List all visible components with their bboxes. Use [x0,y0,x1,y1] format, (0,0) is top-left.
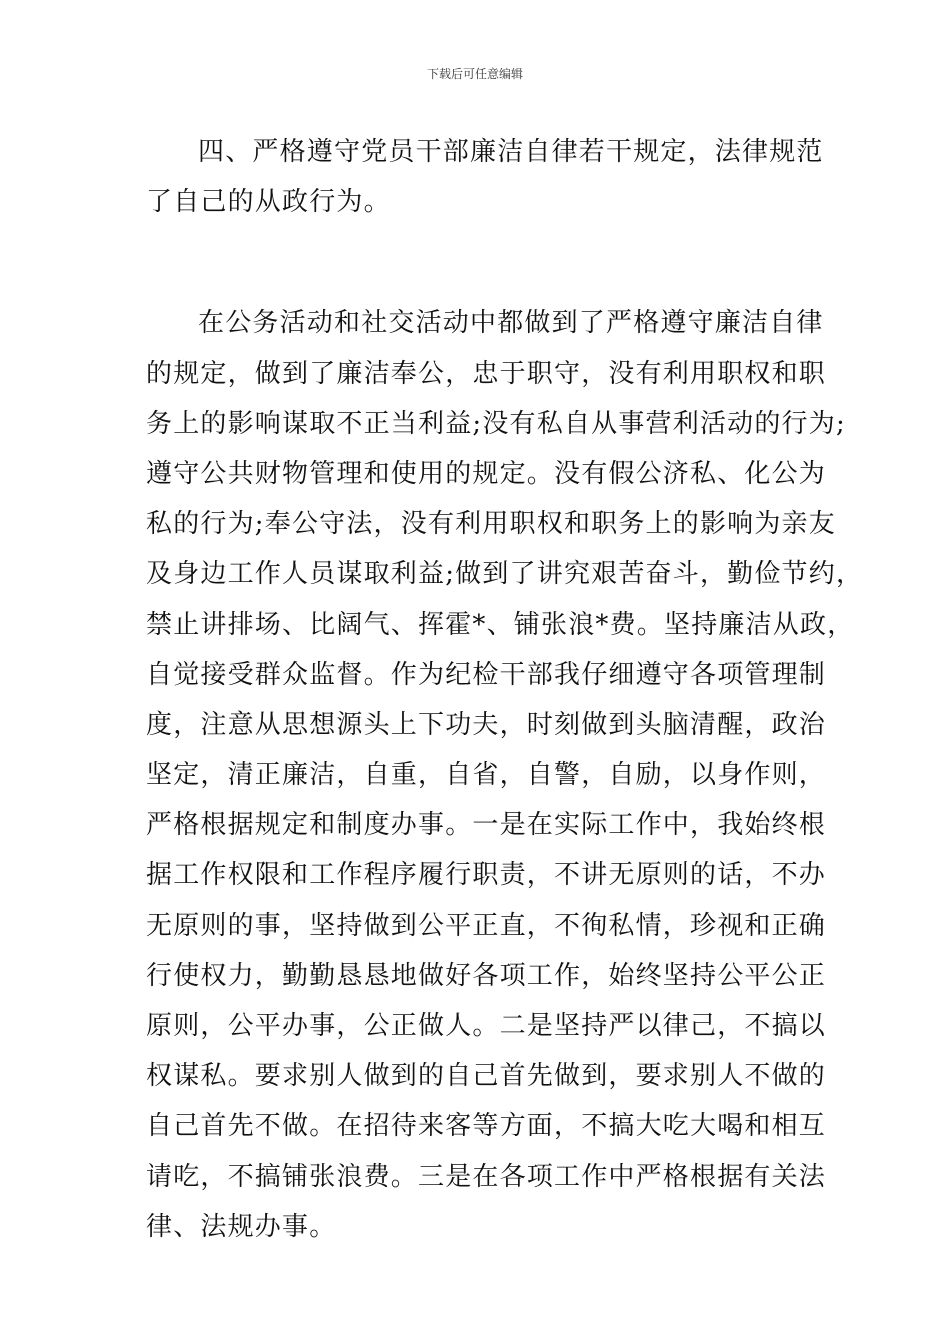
paragraph-line: 严格根据规定和制度办事。一是在实际工作中，我始终根 [146,810,827,841]
paragraph-line: 四、严格遵守党员干部廉洁自律若干规定，法律规范 [198,137,824,167]
paragraph-line: 自己首先不做。在招待来客等方面，不搞大吃大喝和相互 [146,1111,827,1142]
paragraph-line: 自觉接受群众监督。作为纪检干部我仔细遵守各项管理制 [146,659,827,690]
heading-paragraph [146,127,824,227]
paragraph-line: 了自己的从政行为。 [146,187,391,218]
paragraph-gap [146,227,808,298]
paragraph-line: 据工作权限和工作程序履行职责，不讲无原则的话，不办 [146,860,827,891]
paragraph-line: 请吃，不搞铺张浪费。三是在各项工作中严格根据有关法 [146,1161,827,1192]
paragraph-line: 私的行为;奉公守法，没有利用职权和职务上的影响为亲友 [146,509,836,540]
paragraph-line: 度，注意从思想源头上下功夫，时刻做到头脑清醒，政治 [146,709,827,740]
body-paragraph [146,298,864,1252]
document-body [146,127,864,1252]
paragraph-line: 务上的影响谋取不正当利益;没有私自从事营利活动的行为; [146,408,846,439]
page-header: 下载后可任意编辑 [426,67,523,81]
paragraph-line: 权谋私。要求别人做到的自己首先做到，要求别人不做的 [146,1061,827,1092]
paragraph-line: 遵守公共财物管理和使用的规定。没有假公济私、化公为 [146,458,827,489]
paragraph-line: 在公务活动和社交活动中都做到了严格遵守廉洁自律 [198,308,824,339]
paragraph-line: 原则，公平办事，公正做人。二是坚持严以律己，不搞以 [146,1011,827,1041]
paragraph-line: 坚定，清正廉洁，自重，自省，自警，自励，以身作则， [146,760,827,791]
paragraph-line: 及身边工作人员谋取利益;做到了讲究艰苦奋斗，勤俭节约， [146,559,864,590]
paragraph-line: 行使权力，勤勤恳恳地做好各项工作，始终坚持公平公正 [146,960,827,991]
paragraph-line: 律、法规办事。 [146,1211,337,1242]
paragraph-line: 禁止讲排场、比阔气、挥霍*、铺张浪*费。坚持廉洁从政， [146,609,855,640]
paragraph-line: 的规定，做到了廉洁奉公，忠于职守，没有利用职权和职 [146,358,827,389]
paragraph-line: 无原则的事，坚持做到公平正直，不徇私情，珍视和正确 [146,910,827,941]
